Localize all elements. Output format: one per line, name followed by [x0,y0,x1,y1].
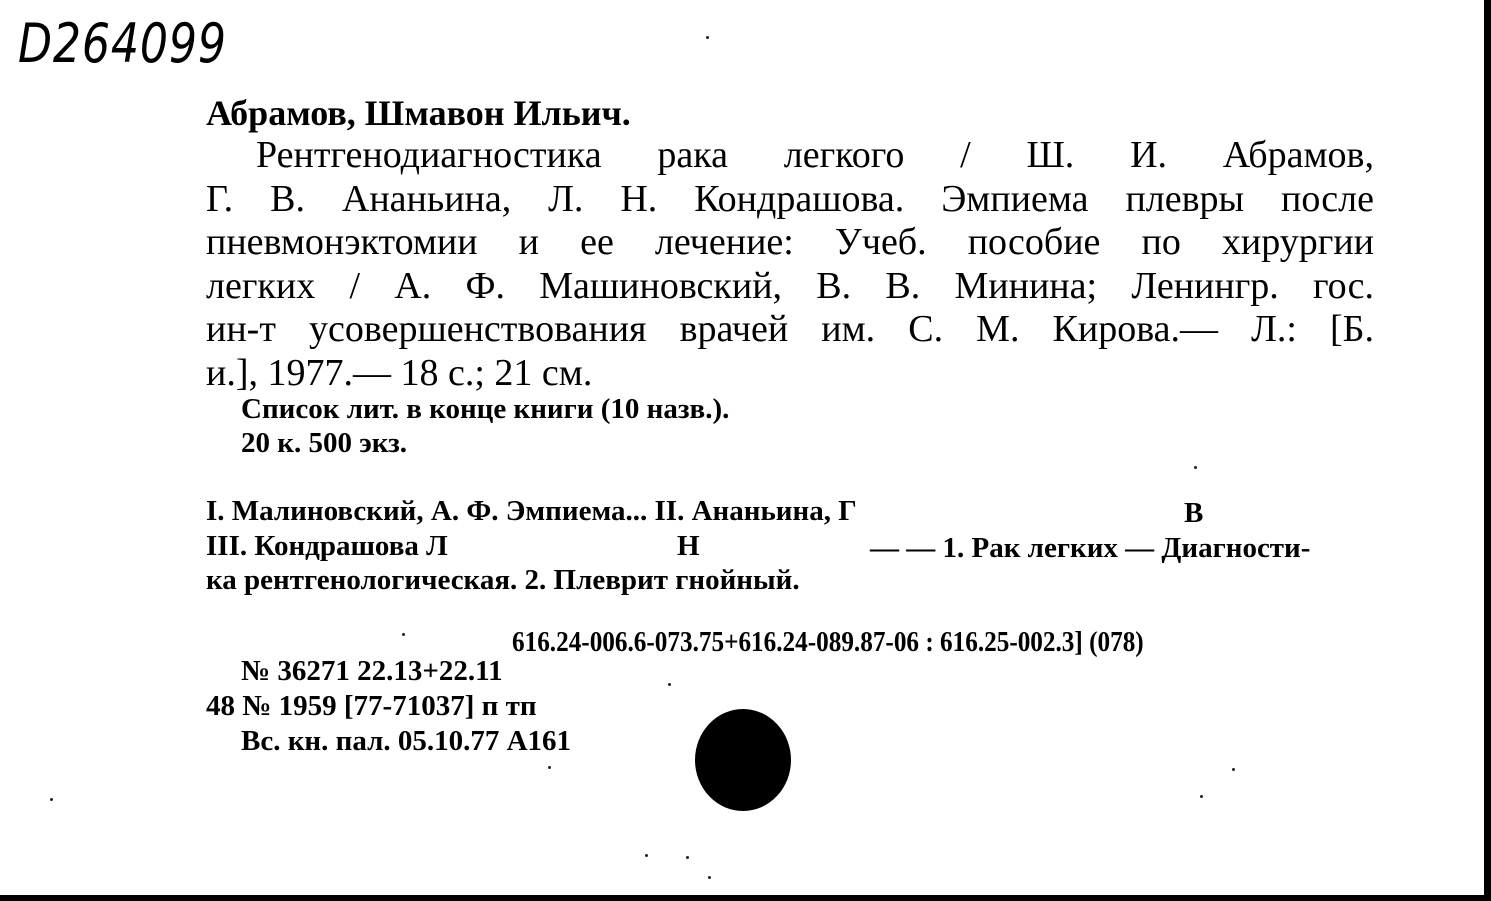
note-price-print-run: 20 к. 500 экз. [241,427,407,459]
tracing-subjects-continued: ка рентгенологическая. 2. Плеврит гнойный. [206,564,800,596]
tracing-fragment: В [1184,497,1204,529]
description-line: пневмонэктомии и ее лечение: Учеб. пособие по хирургии [206,221,1374,263]
tracing-line: I. Малиновский, А. Ф. Эмпиема... II. Ананьина, Г [206,495,857,527]
dust-speck [668,683,671,686]
bibliographic-description [206,134,1374,395]
tracing-line: III. Кондрашова Л [206,530,448,562]
udc-classification: 616.24-006.6-073.75+616.24-089.87-06 : 616.25-002.3] (078) [512,627,1144,658]
inventory-number: D264099 [18,12,227,75]
description-line: ин-т усовершенствования врачей им. С. М. Кирова.— Л.: [Б. [206,308,1374,350]
description-line: легких / А. Ф. Машиновский, В. В. Минина; Ленингр. гос. [206,264,1374,307]
author-heading: Абрамов, Шмавон Ильич. [206,93,631,133]
footer-line: № 36271 22.13+22.11 [241,655,503,687]
footer-line: 48 № 1959 [77-71037] п тп [206,690,537,722]
punch-hole [695,709,791,811]
dust-speck [708,876,711,879]
dust-speck [686,856,689,859]
description-line: Г. В. Ананьина, Л. Н. Кондрашова. Эмпиема плевры после [206,177,1374,220]
dust-speck [1232,768,1235,771]
tracing-subjects: — — 1. Рак легких — Диагности- [870,532,1311,564]
tracing-fragment: Н [677,530,700,562]
dust-speck [50,798,53,801]
description-line: Рентгенодиагностика рака легкого / Ш. И. Абрамов, [256,134,1374,176]
footer-line: Вс. кн. пал. 05.10.77 А161 [241,725,572,757]
note-bibliography: Список лит. в конце книги (10 назв.). [241,393,730,425]
dust-speck [1200,795,1203,798]
dust-speck [402,633,405,636]
dust-speck [548,766,551,769]
dust-speck [706,36,709,39]
dust-speck [1194,466,1197,469]
dust-speck [645,854,648,857]
description-line: и.], 1977.— 18 с.; 21 см. [206,351,593,394]
